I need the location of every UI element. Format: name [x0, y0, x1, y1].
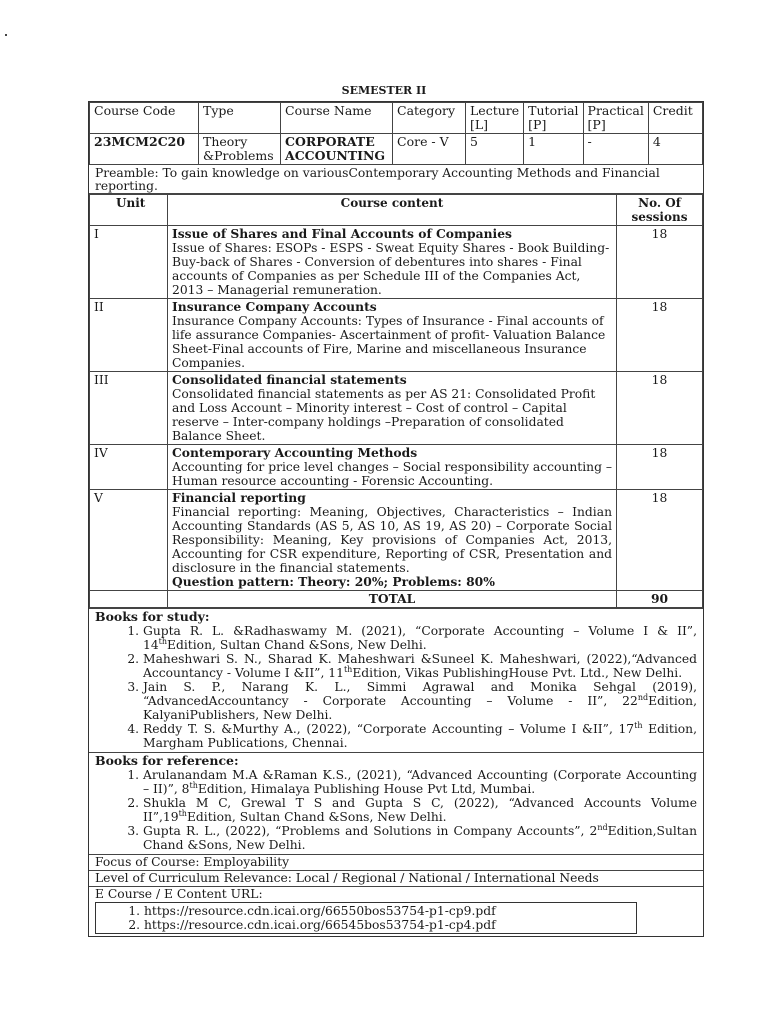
- url-link[interactable]: 1. https://resource.cdn.icai.org/66550bos53754-p1-cp9.pdf: [144, 904, 636, 918]
- unit-number: I: [90, 226, 168, 299]
- course-header-values: [90, 134, 703, 165]
- total-value: 90: [617, 591, 703, 608]
- unit-content: [168, 372, 617, 445]
- unit-title: Consolidated financial statements: [172, 372, 407, 387]
- list-item: 1. Arulanandam M.A &Raman K.S., (2021), “Advanced Accounting (Corporate Accounting – II)”, 8thEdition, Himalaya Publishing House Pvt Ltd, Mumbai.: [143, 768, 697, 796]
- value-lecture: 5: [466, 134, 524, 165]
- list-item: 2. Maheshwari S. N., Sharad K. Maheshwari &Suneel K. Maheshwari, (2022),“Advanced Accountancy - Volume I &II”, 11thEdition, Vikas PublishingHouse Pvt. Ltd., New Delhi.: [143, 652, 697, 680]
- scan-speck: [5, 34, 7, 36]
- unit-sessions: 18: [617, 490, 703, 591]
- list-item: 3. Jain S. P., Narang K. L., Simmi Agrawal and Monika Sehgal (2019), “AdvancedAccountancy - Corporate Accounting – Volume - II”, 22ndEdition, KalyaniPublishers, New Delhi.: [143, 680, 697, 722]
- unit-number: V: [90, 490, 168, 591]
- unit-content: [168, 299, 617, 372]
- e-course-label: E Course / E Content URL:: [89, 886, 703, 902]
- course-header-table: [89, 102, 703, 165]
- course-content-table: [89, 194, 703, 608]
- unit-content: [168, 490, 617, 591]
- unit-sessions: 18: [617, 372, 703, 445]
- preamble: Preamble: To gain knowledge on variousContemporary Accounting Methods and Financial reporting.: [89, 165, 703, 194]
- focus-of-course: Focus of Course: Employability: [89, 854, 703, 870]
- url-box: [95, 902, 637, 934]
- unit-content: [168, 226, 617, 299]
- header-course-code: Course Code: [90, 103, 199, 134]
- unit-content: [168, 445, 617, 490]
- books-for-study: [89, 608, 703, 752]
- unit-row: [90, 226, 703, 299]
- unit-number: II: [90, 299, 168, 372]
- url-list: [96, 904, 636, 932]
- unit-body: Issue of Shares: ESOPs - ESPS - Sweat Equity Shares - Book Building- Buy-back of Shares - Conversion of debentures into shares - Final accounts of Companies as per Schedule III of the Companies Act, 2013 – Managerial remuneration.: [172, 241, 610, 297]
- list-item: 1. Gupta R. L. &Radhaswamy M. (2021), “Corporate Accounting – Volume I & II”, 14thEdition, Sultan Chand &Sons, New Delhi.: [143, 624, 697, 652]
- sessions-header: No. Of sessions: [617, 195, 703, 226]
- unit-sessions: 18: [617, 299, 703, 372]
- unit-row: [90, 445, 703, 490]
- value-type: Theory &Problems: [199, 134, 281, 165]
- books-for-study-list: [95, 624, 697, 750]
- curriculum-relevance: Level of Curriculum Relevance: Local / Regional / National / International Needs: [89, 870, 703, 886]
- unit-title: Financial reporting: [172, 490, 306, 505]
- value-credit: 4: [648, 134, 702, 165]
- total-label: TOTAL: [168, 591, 617, 608]
- unit-sessions: 18: [617, 226, 703, 299]
- unit-row: [90, 299, 703, 372]
- header-tutorial: Tutorial [P]: [524, 103, 583, 134]
- unit-row: [90, 490, 703, 591]
- list-item: 2. Shukla M C, Grewal T S and Gupta S C, (2022), “Advanced Accounts Volume II”,19thEdition, Sultan Chand &Sons, New Delhi.: [143, 796, 697, 824]
- books-for-reference-list: [95, 768, 697, 852]
- value-course-code: 23MCM2C20: [90, 134, 199, 165]
- unit-body: Consolidated financial statements as per AS 21: Consolidated Profit and Loss Account – Minority interest – Cost of control – Capital reserve – Inter-company holdings –Preparation of consolidated Balance Sheet.: [172, 387, 596, 443]
- unit-number: III: [90, 372, 168, 445]
- url-link[interactable]: 2. https://resource.cdn.icai.org/66545bos53754-p1-cp4.pdf: [144, 918, 636, 932]
- value-tutorial: 1: [524, 134, 583, 165]
- syllabus-frame: [88, 101, 704, 937]
- header-category: Category: [393, 103, 466, 134]
- list-item: 4. Reddy T. S. &Murthy A., (2022), “Corporate Accounting – Volume I &II”, 17th Edition, Margham Publications, Chennai.: [143, 722, 697, 750]
- header-course-name: Course Name: [281, 103, 393, 134]
- unit-title: Issue of Shares and Final Accounts of Companies: [172, 226, 512, 241]
- unit-title: Insurance Company Accounts: [172, 299, 377, 314]
- header-credit: Credit: [648, 103, 702, 134]
- unit-title: Contemporary Accounting Methods: [172, 445, 418, 460]
- unit-sessions: 18: [617, 445, 703, 490]
- header-lecture: Lecture [L]: [466, 103, 524, 134]
- header-type: Type: [199, 103, 281, 134]
- course-content-header: Course content: [168, 195, 617, 226]
- books-for-reference: [89, 752, 703, 854]
- unit-body: Financial reporting: Meaning, Objectives, Characteristics – Indian Accounting Standards (AS 5, AS 10, AS 19, AS 20) – Corporate Social Responsibility: Meaning, Key provisions of Companies Act, 2013, Accounting for CSR expenditure, Reporting of CSR, Presentation and disclosure in the financial statements.: [172, 505, 612, 575]
- unit-body: Accounting for price level changes – Social responsibility accounting – Human resource accounting - Forensic Accounting.: [172, 460, 612, 488]
- value-course-name: CORPORATE ACCOUNTING: [281, 134, 393, 165]
- unit-row: [90, 372, 703, 445]
- semester-title: SEMESTER II: [341, 84, 427, 97]
- unit-number: IV: [90, 445, 168, 490]
- value-practical: -: [583, 134, 648, 165]
- unit-header: Unit: [90, 195, 168, 226]
- header-practical: Practical [P]: [583, 103, 648, 134]
- value-category: Core - V: [393, 134, 466, 165]
- content-header-row: [90, 195, 703, 226]
- unit-body: Insurance Company Accounts: Types of Insurance - Final accounts of life assurance Companies- Ascertainment of profit- Valuation Balance Sheet-Final accounts of Fire, Marine and miscellaneous Insurance Companies.: [172, 314, 606, 370]
- total-empty-cell: [90, 591, 168, 608]
- list-item: 3. Gupta R. L., (2022), “Problems and Solutions in Company Accounts”, 2ndEdition,Sultan Chand &Sons, New Delhi.: [143, 824, 697, 852]
- course-header-labels: [90, 103, 703, 134]
- books-for-study-heading: Books for study:: [95, 609, 210, 624]
- question-pattern: Question pattern: Theory: 20%; Problems: 80%: [172, 574, 495, 589]
- total-row: [90, 591, 703, 608]
- books-for-reference-heading: Books for reference:: [95, 753, 239, 768]
